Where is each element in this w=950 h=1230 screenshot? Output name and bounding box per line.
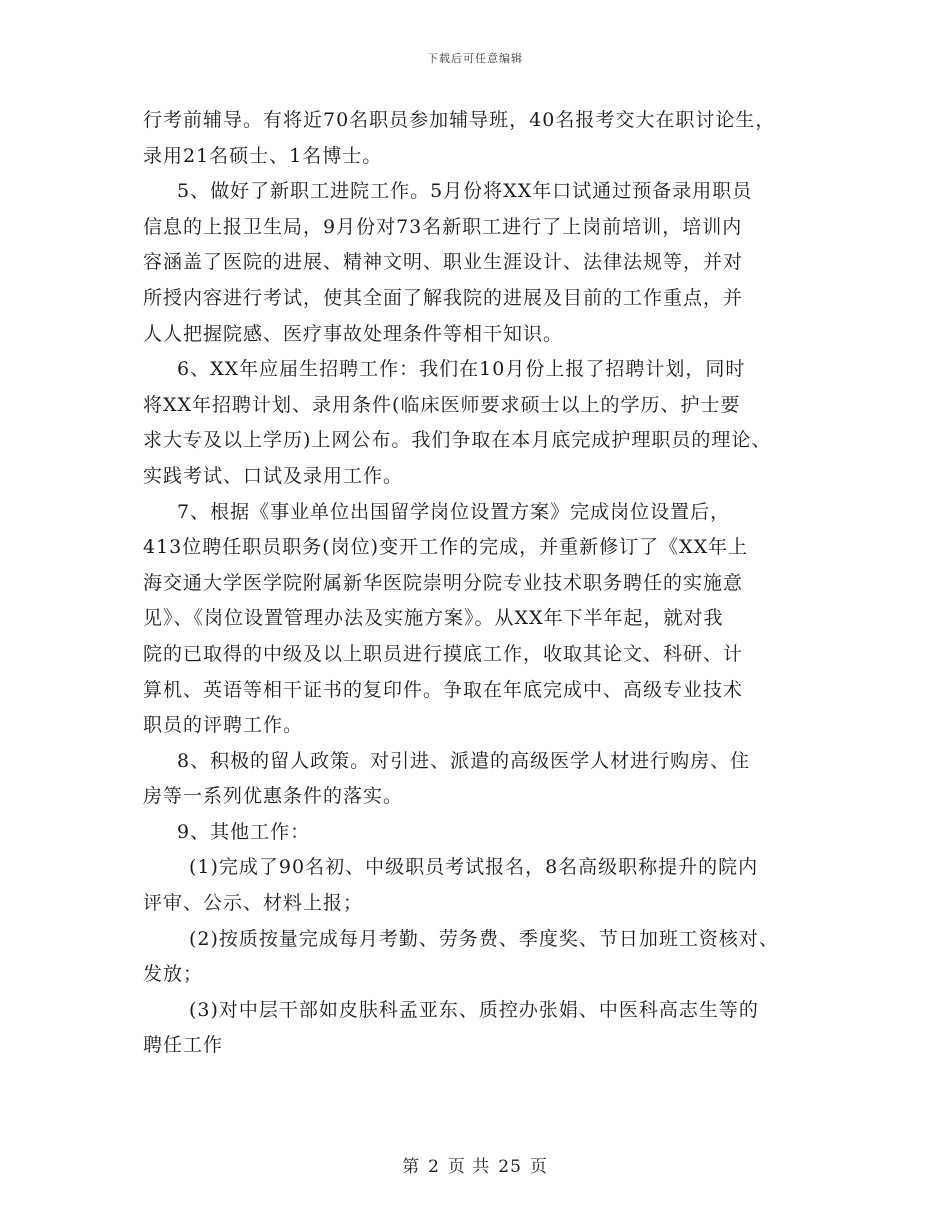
text-line: 9、其他工作： xyxy=(177,820,311,843)
text-line: 录用21名硕士、1名博士。 xyxy=(143,144,383,167)
text-line: 职员的评聘工作。 xyxy=(143,714,304,737)
footer-mid: 页 共 xyxy=(447,1157,491,1177)
text-line: 信息的上报卫生局，9月份对73名新职工进行了上岗前培训，培训内 xyxy=(143,215,743,238)
text-line: 实践考试、口试及录用工作。 xyxy=(143,464,404,487)
text-line: 求大专及以上学历)上网公布。我们争取在本月底完成护理职员的理论、 xyxy=(143,429,772,452)
text-line: 算机、英语等相干证书的复印件。争取在年底完成中、高级专业技术 xyxy=(143,678,744,701)
page-footer xyxy=(0,1152,950,1177)
footer-suffix: 页 xyxy=(529,1157,548,1177)
text-line: 聘任工作 xyxy=(143,1034,224,1057)
text-line: 5、做好了新职工进院工作。5月份将XX年口试通过预备录用职员 xyxy=(177,180,753,203)
text-line: 7、根据《事业单位出国留学岗位设置方案》完成岗位设置后， xyxy=(177,500,731,523)
text-line: 发放； xyxy=(143,963,204,986)
text-line: (3)对中层干部如皮肤科孟亚东、质控办张娟、中医科高志生等的 xyxy=(189,998,759,1021)
text-line: 见》、《岗位设置管理办法及实施方案》。从XX年下半年起，就对我 xyxy=(143,607,724,630)
text-line: 将XX年招聘计划、录用条件(临床医师要求硕士以上的学历、护士要 xyxy=(143,393,741,416)
text-line: (1)完成了90名初、中级职员考试报名，8名高级职称提升的院内 xyxy=(189,856,759,879)
text-line: 所授内容进行考试，使其全面了解我院的进展及目前的工作重点，并 xyxy=(143,286,744,309)
total-pages: 25 xyxy=(498,1157,522,1177)
text-line: 6、XX年应届生招聘工作：我们在10月份上报了招聘计划，同时 xyxy=(177,358,746,381)
text-line: (2)按质按量完成每月考勤、劳务费、季度奖、节日加班工资核对、 xyxy=(189,927,779,950)
text-line: 8、积极的留人政策。对引进、派遣的高级医学人材进行购房、住 xyxy=(177,749,751,772)
footer-prefix: 第 xyxy=(402,1157,421,1177)
text-line: 人人把握院感、医疗事故处理条件等相干知识。 xyxy=(143,322,564,345)
text-line: 院的已取得的中级及以上职员进行摸底工作，收取其论文、科研、计 xyxy=(143,642,744,665)
text-line: 容涵盖了医院的进展、精神文明、职业生涯设计、法律法规等，并对 xyxy=(143,251,744,274)
page-number: 2 xyxy=(428,1157,440,1177)
text-line: 行考前辅导。有将近70名职员参加辅导班，40名报考交大在职讨论生， xyxy=(143,109,776,131)
text-line: 评审、公示、材料上报； xyxy=(143,892,364,915)
text-line: 房等一系列优惠条件的落实。 xyxy=(143,785,404,808)
document-body xyxy=(143,103,823,1064)
page-header-note: 下载后可任意编辑 xyxy=(427,52,523,65)
text-line: 海交通大学医学院附属新华医院崇明分院专业技术职务聘任的实施意 xyxy=(143,571,744,594)
text-line: 413位聘任职员职务(岗位)变开工作的完成，并重新修订了《XX年上 xyxy=(143,536,749,559)
